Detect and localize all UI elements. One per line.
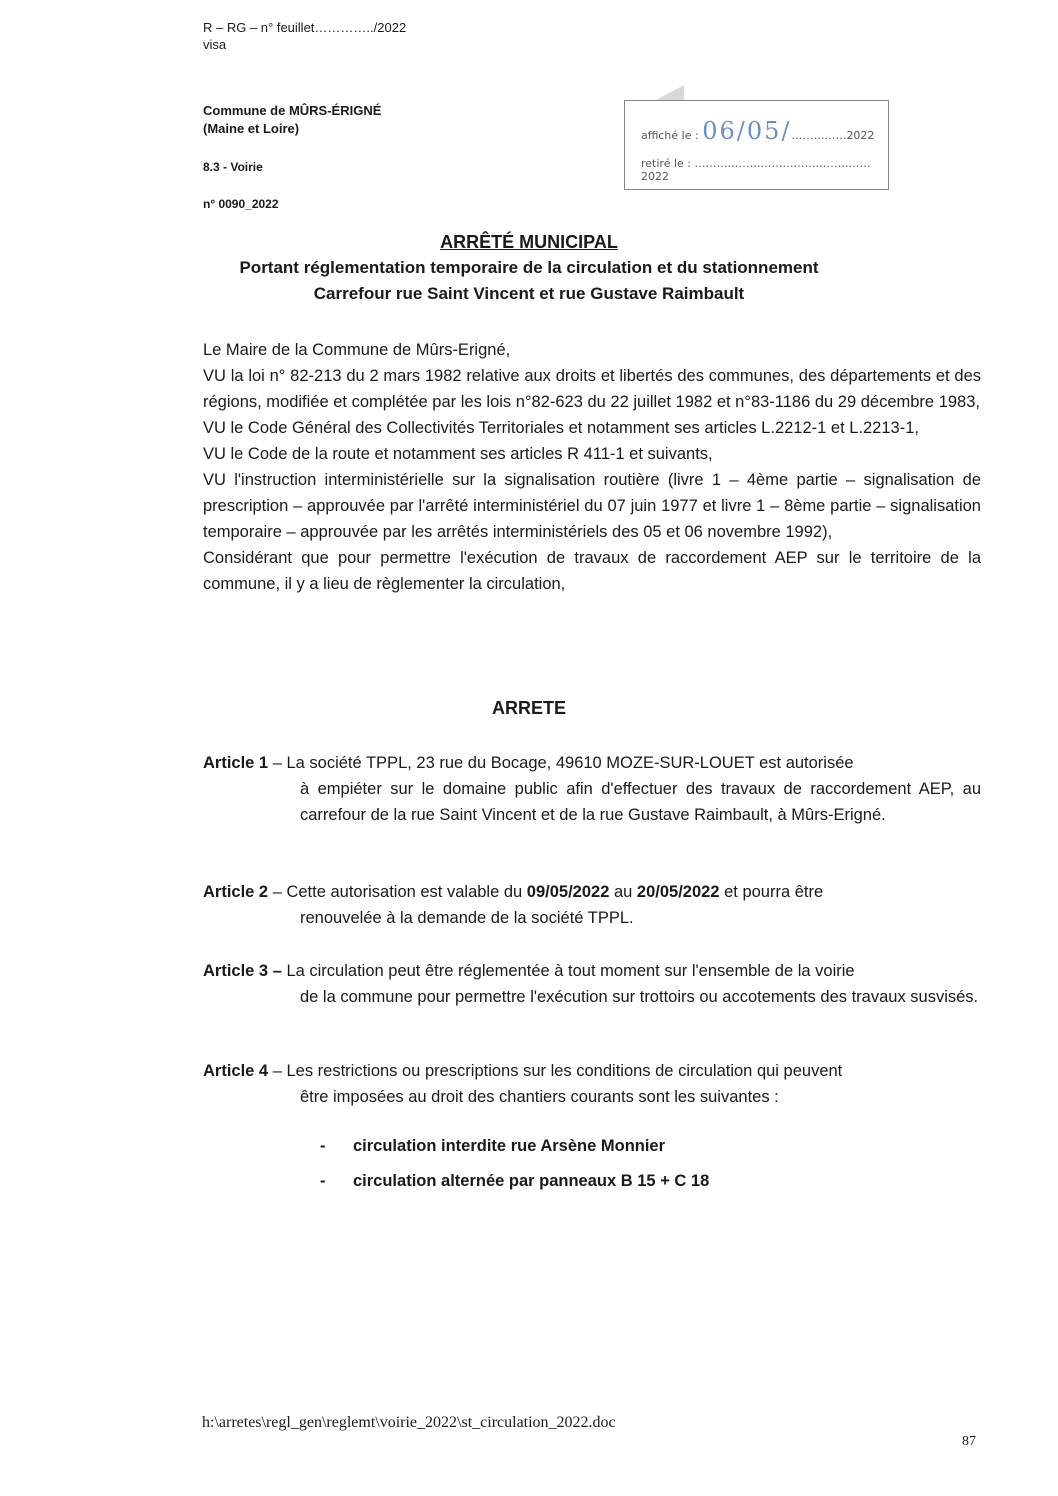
document-subtitle: Portant réglementation temporaire de la circulation et du stationnement (239, 258, 819, 277)
stamp-affiche-line (641, 117, 874, 145)
article-3-text: La circulation peut être réglementée à tout moment sur l'ensemble de la voirie (281, 962, 855, 980)
document-location: Carrefour rue Saint Vincent et rue Gustave Raimbault (313, 284, 745, 303)
article-1-label: Article 1 (203, 754, 269, 772)
article-4 (203, 1058, 981, 1110)
bullet-dash: - (320, 1137, 326, 1155)
page-number: 87 (962, 1434, 976, 1449)
file-path: h:\arretes\regl_gen\reglemt\voirie_2022\st_circulation_2022.doc (202, 1414, 616, 1431)
article-3-label: Article 3 – (203, 962, 282, 980)
preamble-maire: Le Maire de la Commune de Mûrs-Erigné, (203, 341, 511, 359)
article-2-text-2: au (609, 883, 637, 901)
article-4-label: Article 4 (203, 1062, 269, 1080)
bullet-dash: - (320, 1172, 326, 1190)
article-2-end-date: 20/05/2022 (636, 883, 720, 901)
preamble-considerant: Considérant que pour permettre l'exécution de travaux de raccordement AEP sur le territoire de la commune, il y a lieu de règlementer la circulation, (203, 549, 981, 593)
affiche-dots: …………… (791, 129, 847, 142)
article-4-text: – Les restrictions ou prescriptions sur les conditions de circulation qui peuvent (268, 1062, 843, 1080)
affiche-handwritten-date: 06/05/ (702, 117, 792, 145)
article-4-continuation: être imposées au droit des chantiers courants sont les suivantes : (300, 1088, 779, 1106)
bullet-text: circulation alternée par panneaux B 15 + C 18 (353, 1172, 710, 1190)
commune-name: Commune de MÛRS-ÉRIGNÉ (203, 103, 382, 118)
region-name: (Maine et Loire) (203, 121, 300, 136)
article-3 (203, 958, 981, 1010)
retire-dots: ………………………………………… (694, 157, 871, 170)
category-label: 8.3 - Voirie (203, 160, 263, 174)
article-2-start-date: 09/05/2022 (526, 883, 610, 901)
arrete-number: n° 0090_2022 (203, 197, 279, 211)
reference-line: R – RG – n° feuillet…………../2022 (203, 20, 407, 35)
document-title: ARRÊTÉ MUNICIPAL (440, 232, 618, 252)
article-1-continuation: à empiéter sur le domaine public afin d'effectuer des travaux de raccordement AEP, au carrefour de la rue Saint Vincent et de la rue Gustave Raimbault, à Mûrs-Erigné. (300, 780, 981, 824)
stamp-retire-line (641, 157, 888, 183)
retire-label: retiré le : (641, 157, 691, 170)
preamble-vu-cgct: VU le Code Général des Collectivités Territoriales et notamment ses articles L.2212-1 et L.2213-1, (203, 419, 919, 437)
affiche-label: affiché le : (641, 129, 699, 142)
preamble-vu-code-route: VU le Code de la route et notamment ses articles R 411-1 et suivants, (203, 445, 713, 463)
article-1-text: – La société TPPL, 23 rue du Bocage, 49610 MOZE-SUR-LOUET est autorisée (268, 754, 854, 772)
preamble (203, 337, 981, 597)
article-1 (203, 750, 981, 828)
article-2-text-1: – Cette autorisation est valable du (268, 883, 527, 901)
preamble-vu-loi: VU la loi n° 82-213 du 2 mars 1982 relative aux droits et libertés des communes, des départements et des régions, modifiée et complétée par les lois n°82-623 du 22 juillet 1982 et n°83-1186 du 29 décembre 1983, (203, 367, 981, 411)
visa-label: visa (203, 37, 227, 52)
arrete-heading: ARRETE (491, 698, 566, 718)
display-stamp (624, 100, 889, 190)
retire-year: 2022 (641, 170, 669, 183)
article-2 (203, 879, 981, 931)
article-2-continuation: renouvelée à la demande de la société TPPL. (300, 909, 634, 927)
preamble-vu-instruction: VU l'instruction interministérielle sur la signalisation routière (livre 1 – 4ème partie – signalisation de prescription – approuvée par l'arrêté interministériel du 07 juin 1977 et livre 1 – 8ème partie – signalisation temporaire – approuvée par les arrêtés interministériels des 05 et 06 novembre 1992), (203, 471, 981, 541)
article-2-text-3: et pourra être (719, 883, 824, 901)
article-2-label: Article 2 (203, 883, 269, 901)
affiche-year: 2022 (846, 129, 875, 142)
bullet-item-1 (320, 1137, 665, 1156)
article-3-continuation: de la commune pour permettre l'exécution sur trottoirs ou accotements des travaux susvisés. (300, 988, 979, 1006)
bullet-text: circulation interdite rue Arsène Monnier (353, 1137, 666, 1155)
bullet-item-2 (320, 1172, 709, 1191)
